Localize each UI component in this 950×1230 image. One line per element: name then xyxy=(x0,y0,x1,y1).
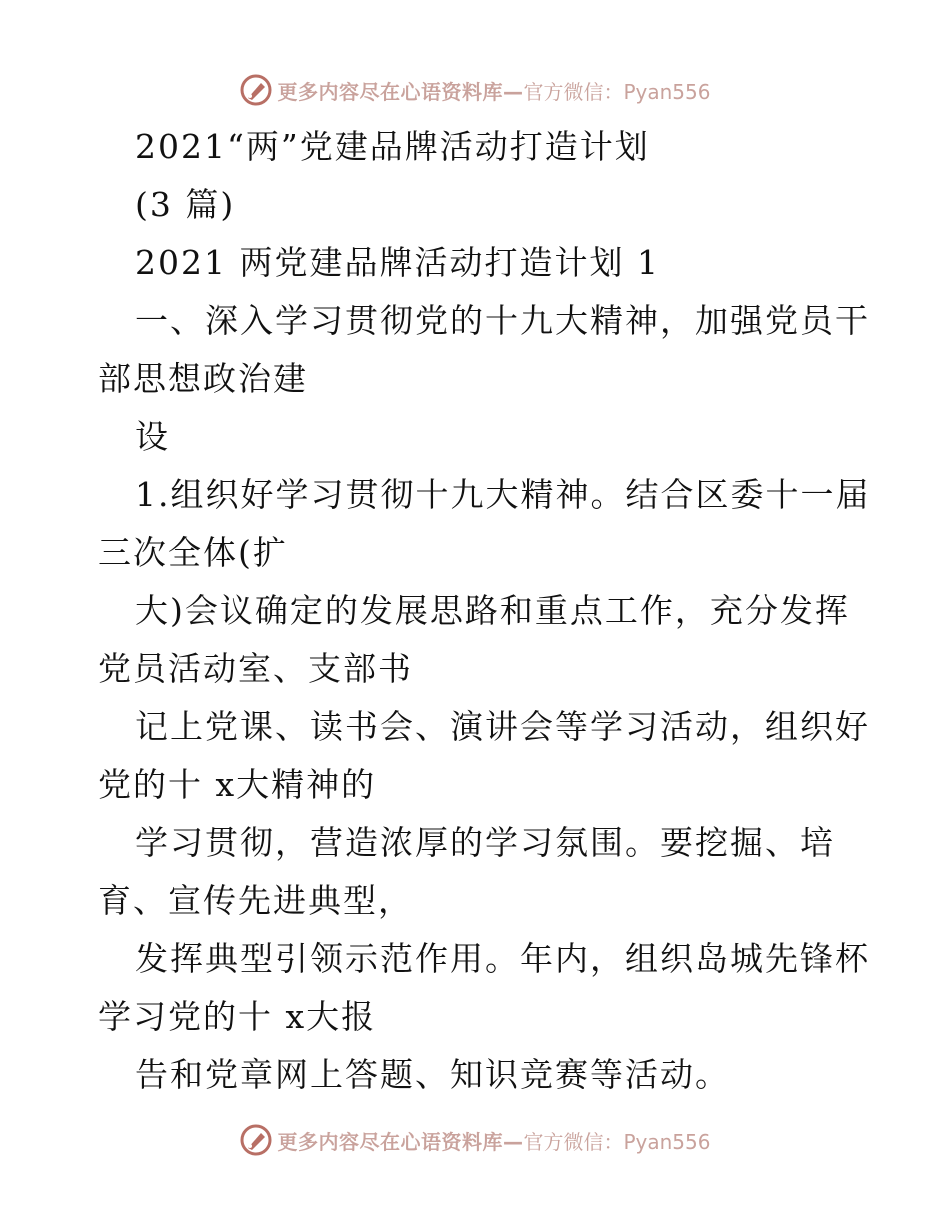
text-line: 三次全体(扩 xyxy=(98,533,288,572)
watermark-site-text: 更多内容尽在心语资料库— xyxy=(277,1129,524,1154)
text-line: 设 xyxy=(135,417,170,456)
watermark-header xyxy=(0,70,950,110)
text-line: (3 篇) xyxy=(135,185,236,224)
pen-nib-logo-icon xyxy=(239,1123,273,1157)
document-body xyxy=(98,118,871,1104)
text-line: 记上党课、读书会、演讲会等学习活动，组织好 xyxy=(135,707,870,746)
text-line: 党的十 x大精神的 xyxy=(98,765,377,804)
text-line: 育、宣传先进典型， xyxy=(98,881,413,920)
text-line: 大)会议确定的发展思路和重点工作，充分发挥 xyxy=(135,591,850,630)
text-line: 一、深入学习贯彻党的十九大精神，加强党员干 xyxy=(135,301,870,340)
text-line: 告和党章网上答题、知识竞赛等活动。 xyxy=(135,1055,730,1094)
text-line: 发挥典型引领示范作用。年内，组织岛城先锋杯 xyxy=(135,939,870,978)
text-line: 党员活动室、支部书 xyxy=(98,649,413,688)
text-line: 学习党的十 x大报 xyxy=(98,997,377,1036)
text-line: 1.组织好学习贯彻十九大精神。结合区委十一届 xyxy=(135,475,871,514)
watermark-site-text: 更多内容尽在心语资料库— xyxy=(277,79,524,104)
text-line: 部思想政治建 xyxy=(98,359,308,398)
watermark-wechat-text: 官方微信：Pyan556 xyxy=(523,1129,711,1154)
text-line: 学习贯彻，营造浓厚的学习氛围。要挖掘、培 xyxy=(135,823,835,862)
pen-nib-logo-icon xyxy=(239,73,273,107)
watermark-wechat-text: 官方微信：Pyan556 xyxy=(523,79,711,104)
text-line: 2021“两”党建品牌活动打造计划 xyxy=(135,127,650,166)
watermark-footer xyxy=(0,1120,950,1160)
text-line: 2021 两党建品牌活动打造计划 1 xyxy=(135,243,660,282)
